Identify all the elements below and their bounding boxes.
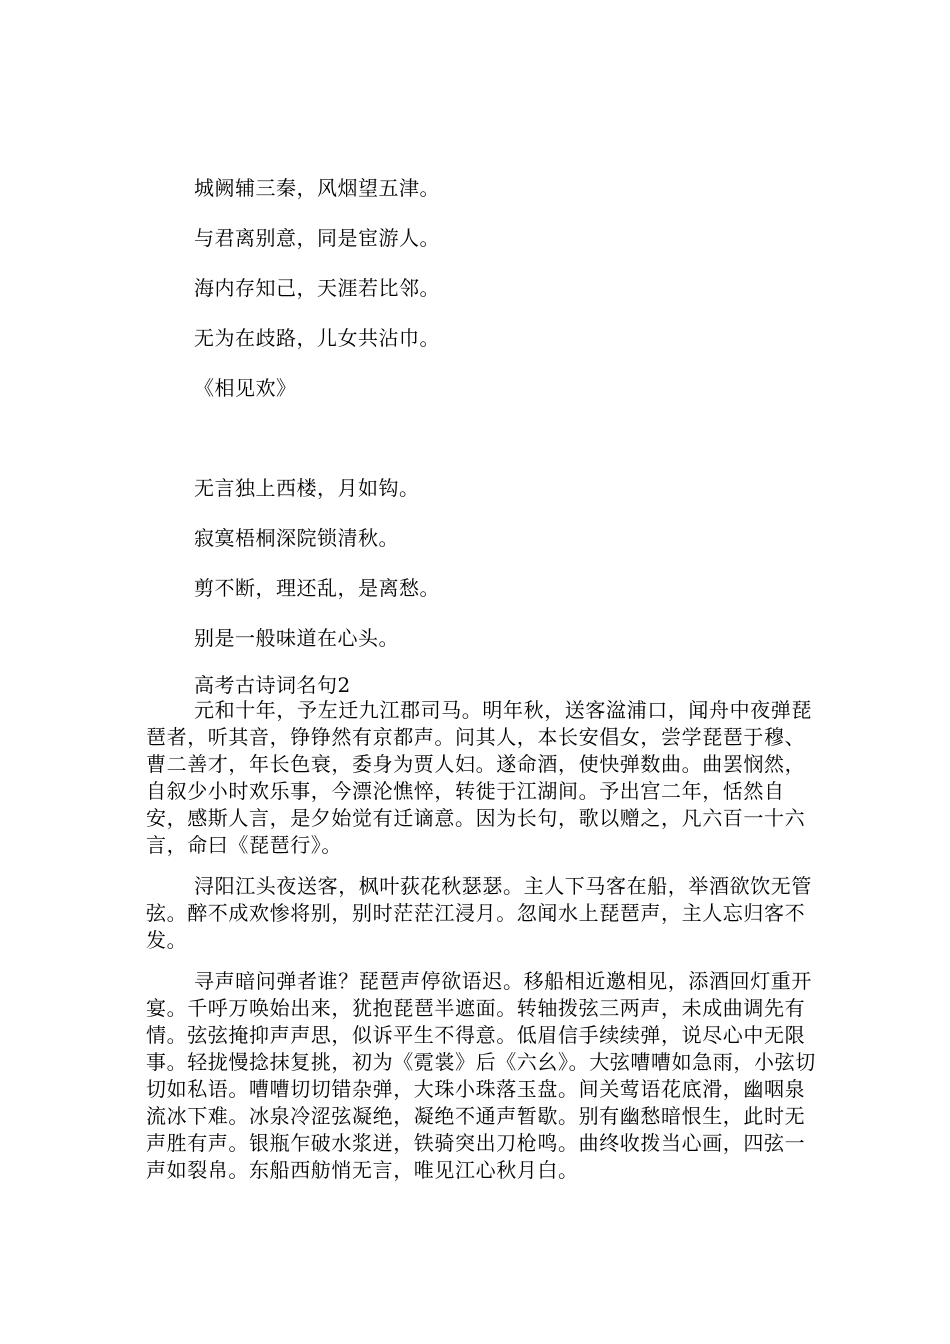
section-heading: 高考古诗词名句2 — [194, 673, 351, 697]
poem1-line-4: 无为在歧路，儿女共沾巾。 — [194, 326, 440, 350]
poem2-line-3: 剪不断，理还乱，是离愁。 — [194, 576, 440, 600]
poem2-line-1: 无言独上西楼，月如钩。 — [194, 476, 420, 500]
poem2-line-4: 别是一般味道在心头。 — [194, 626, 399, 650]
poem1-line-1: 城阙辅三秦，风烟望五津。 — [194, 176, 440, 200]
verse-paragraph-1: 浔阳江头夜送客，枫叶荻花秋瑟瑟。主人下马客在船，举酒欲饮无管弦。醉不成欢惨将别，别时茫茫江浸月。忽闻水上琵琶声，主人忘归客不发。 — [146, 874, 812, 952]
verse-paragraph-2: 寻声暗问弹者谁？琵琶声停欲语迟。移船相近邀相见，添酒回灯重开宴。千呼万唤始出来，犹抱琵琶半遮面。转轴拨弦三两声，未成曲调先有情。弦弦掩抑声声思，似诉平生不得意。低眉信手续续弹，说尽心中无限事。轻拢慢捻抹复挑，初为《霓裳》后《六幺》。大弦嘈嘈如急雨，小弦切切如私语。嘈嘈切切错杂弹，大珠小珠落玉盘。间关莺语花底滑，幽咽泉流冰下难。冰泉冷涩弦凝绝，凝绝不通声暂歇。别有幽愁暗恨生，此时无声胜有声。银瓶乍破水浆迸，铁骑突出刀枪鸣。曲终收拨当心画，四弦一声如裂帛。东船西舫悄无言，唯见江心秋月白。 — [146, 969, 816, 1182]
preface-paragraph: 元和十年，予左迁九江郡司马。明年秋，送客湓浦口，闻舟中夜弹琵琶者，听其音，铮铮然有京都声。问其人，本长安倡女，尝学琵琶于穆、曹二善才，年长色衰，委身为贾人妇。遂命酒，使快弹数曲。曲罢悯然，自叙少小时欢乐事，今漂沦憔悴，转徙于江湖间。予出宫二年，恬然自安，感斯人言，是夕始觉有迁谪意。因为长句，歌以赠之，凡六百一十六言，命曰《琵琶行》。 — [146, 698, 812, 857]
poem2-line-2: 寂寞梧桐深院锁清秋。 — [194, 526, 399, 550]
poem1-line-3: 海内存知己，天涯若比邻。 — [194, 276, 440, 300]
poem2-title: 《相见欢》 — [194, 376, 297, 400]
poem1-line-2: 与君离别意，同是宦游人。 — [194, 226, 440, 250]
